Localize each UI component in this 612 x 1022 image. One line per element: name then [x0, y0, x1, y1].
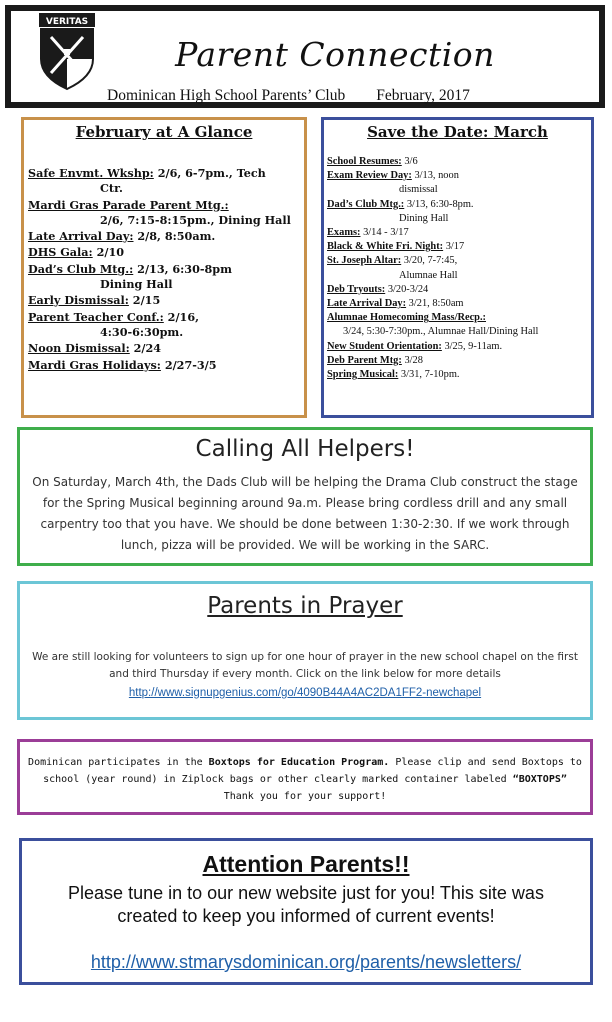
school-name: Dominican High School Parents’ Club — [107, 87, 346, 104]
issue-date: February, 2017 — [376, 87, 470, 104]
boxtops-body: Dominican participates in the Boxtops for Education Program. Please clip and send Boxtops to school (year round) in Ziplock bags or other clearly marked container labeled “BOXTOPS” Thank you for your support! — [28, 757, 582, 802]
list-item: Mardi Gras Holidays: 2/27-3/5 — [28, 357, 217, 372]
march-heading: Save the Date: March — [367, 123, 548, 141]
list-item: Parent Teacher Conf.: 2/16, 4:30-6:30pm. — [28, 309, 200, 339]
list-item: New Student Orientation: 3/25, 9-11am. — [327, 340, 503, 352]
boxtops-box — [17, 739, 593, 815]
list-item: Exams: 3/14 - 3/17 — [327, 227, 409, 239]
march-events-list — [327, 155, 592, 382]
newsletter-subtitle — [107, 87, 470, 105]
list-item: Black & White Fri. Night: 3/17 — [327, 241, 465, 253]
list-item: Alumnae Homecoming Mass/Recp.: 3/24, 5:30-7:30pm., Alumnae Hall/Dining Hall — [327, 312, 539, 338]
february-heading: February at A Glance — [75, 123, 253, 141]
helpers-body: On Saturday, March 4th, the Dads Club will be helping the Drama Club construct the stage for the Spring Musical beginning around 9a.m. Please bring cordless drill and any small carpentry too that you have. We should be done between 1:30-2:30. If we work through lunch, pizza will be provided. We will be working in the SARC. — [32, 475, 578, 552]
list-item: Late Arrival Day: 3/21, 8:50am — [327, 298, 464, 310]
boxtops-label: “BOXTOPS” — [512, 774, 567, 785]
march-save-date-box — [321, 117, 594, 418]
list-item: Spring Musical: 3/31, 7-10pm. — [327, 369, 460, 381]
list-item: Noon Dismissal: 2/24 — [28, 341, 162, 356]
list-item: Mardi Gras Parade Parent Mtg.: 2/6, 7:15-8:15pm., Dining Hall — [28, 197, 291, 227]
header-banner — [5, 5, 605, 108]
attention-heading: Attention Parents!! — [202, 851, 410, 877]
list-item: Dad’s Club Mtg.: 2/13, 6:30-8pm Dining Hall — [28, 261, 232, 292]
list-item: Deb Tryouts: 3/20-3/24 — [327, 283, 429, 295]
list-item: Exam Review Day: 3/13, noon dismissal — [327, 170, 459, 196]
list-item: Deb Parent Mtg: 3/28 — [327, 354, 423, 366]
helpers-heading: Calling All Helpers! — [195, 436, 415, 462]
signup-link[interactable]: http://www.signupgenius.com/go/4090B44A4AC2DA1FF2-newchapel — [128, 687, 482, 699]
attention-body: Please tune in to our new website just for you! This site was created to keep you informed of current events! — [68, 883, 544, 926]
logo-text: VERITAS — [45, 17, 89, 27]
february-glance-box — [21, 117, 307, 418]
calling-helpers-box — [17, 427, 593, 566]
list-item: Early Dismissal: 2/15 — [28, 293, 161, 308]
boxtops-program: Boxtops for Education Program. — [208, 757, 390, 768]
attention-parents-box — [19, 838, 593, 985]
prayer-heading: Parents in Prayer — [207, 593, 403, 619]
list-item: School Resumes: 3/6 — [327, 156, 418, 167]
newsletter-title: Parent Connection — [175, 35, 495, 74]
list-item: Safe Envmt. Wkshp: 2/6, 6-7pm., Tech Ctr. — [28, 166, 266, 196]
list-item: St. Joseph Altar: 3/20, 7-7:45, Alumnae Hall — [327, 255, 458, 281]
list-item: Dad’s Club Mtg.: 3/13, 6:30-8pm. Dining Hall — [327, 198, 474, 224]
list-item: DHS Gala: 2/10 — [28, 245, 125, 260]
prayer-body: We are still looking for volunteers to sign up for one hour of prayer in the new school chapel on the first and third Thursday if every month. Click on the link below for more details — [32, 651, 578, 680]
newsletters-link[interactable]: http://www.stmarysdominican.org/parents/newsletters/ — [90, 952, 522, 972]
parents-in-prayer-box — [17, 581, 593, 720]
list-item: Late Arrival Day: 2/8, 8:50am. — [28, 229, 216, 244]
february-events-list — [28, 166, 304, 374]
